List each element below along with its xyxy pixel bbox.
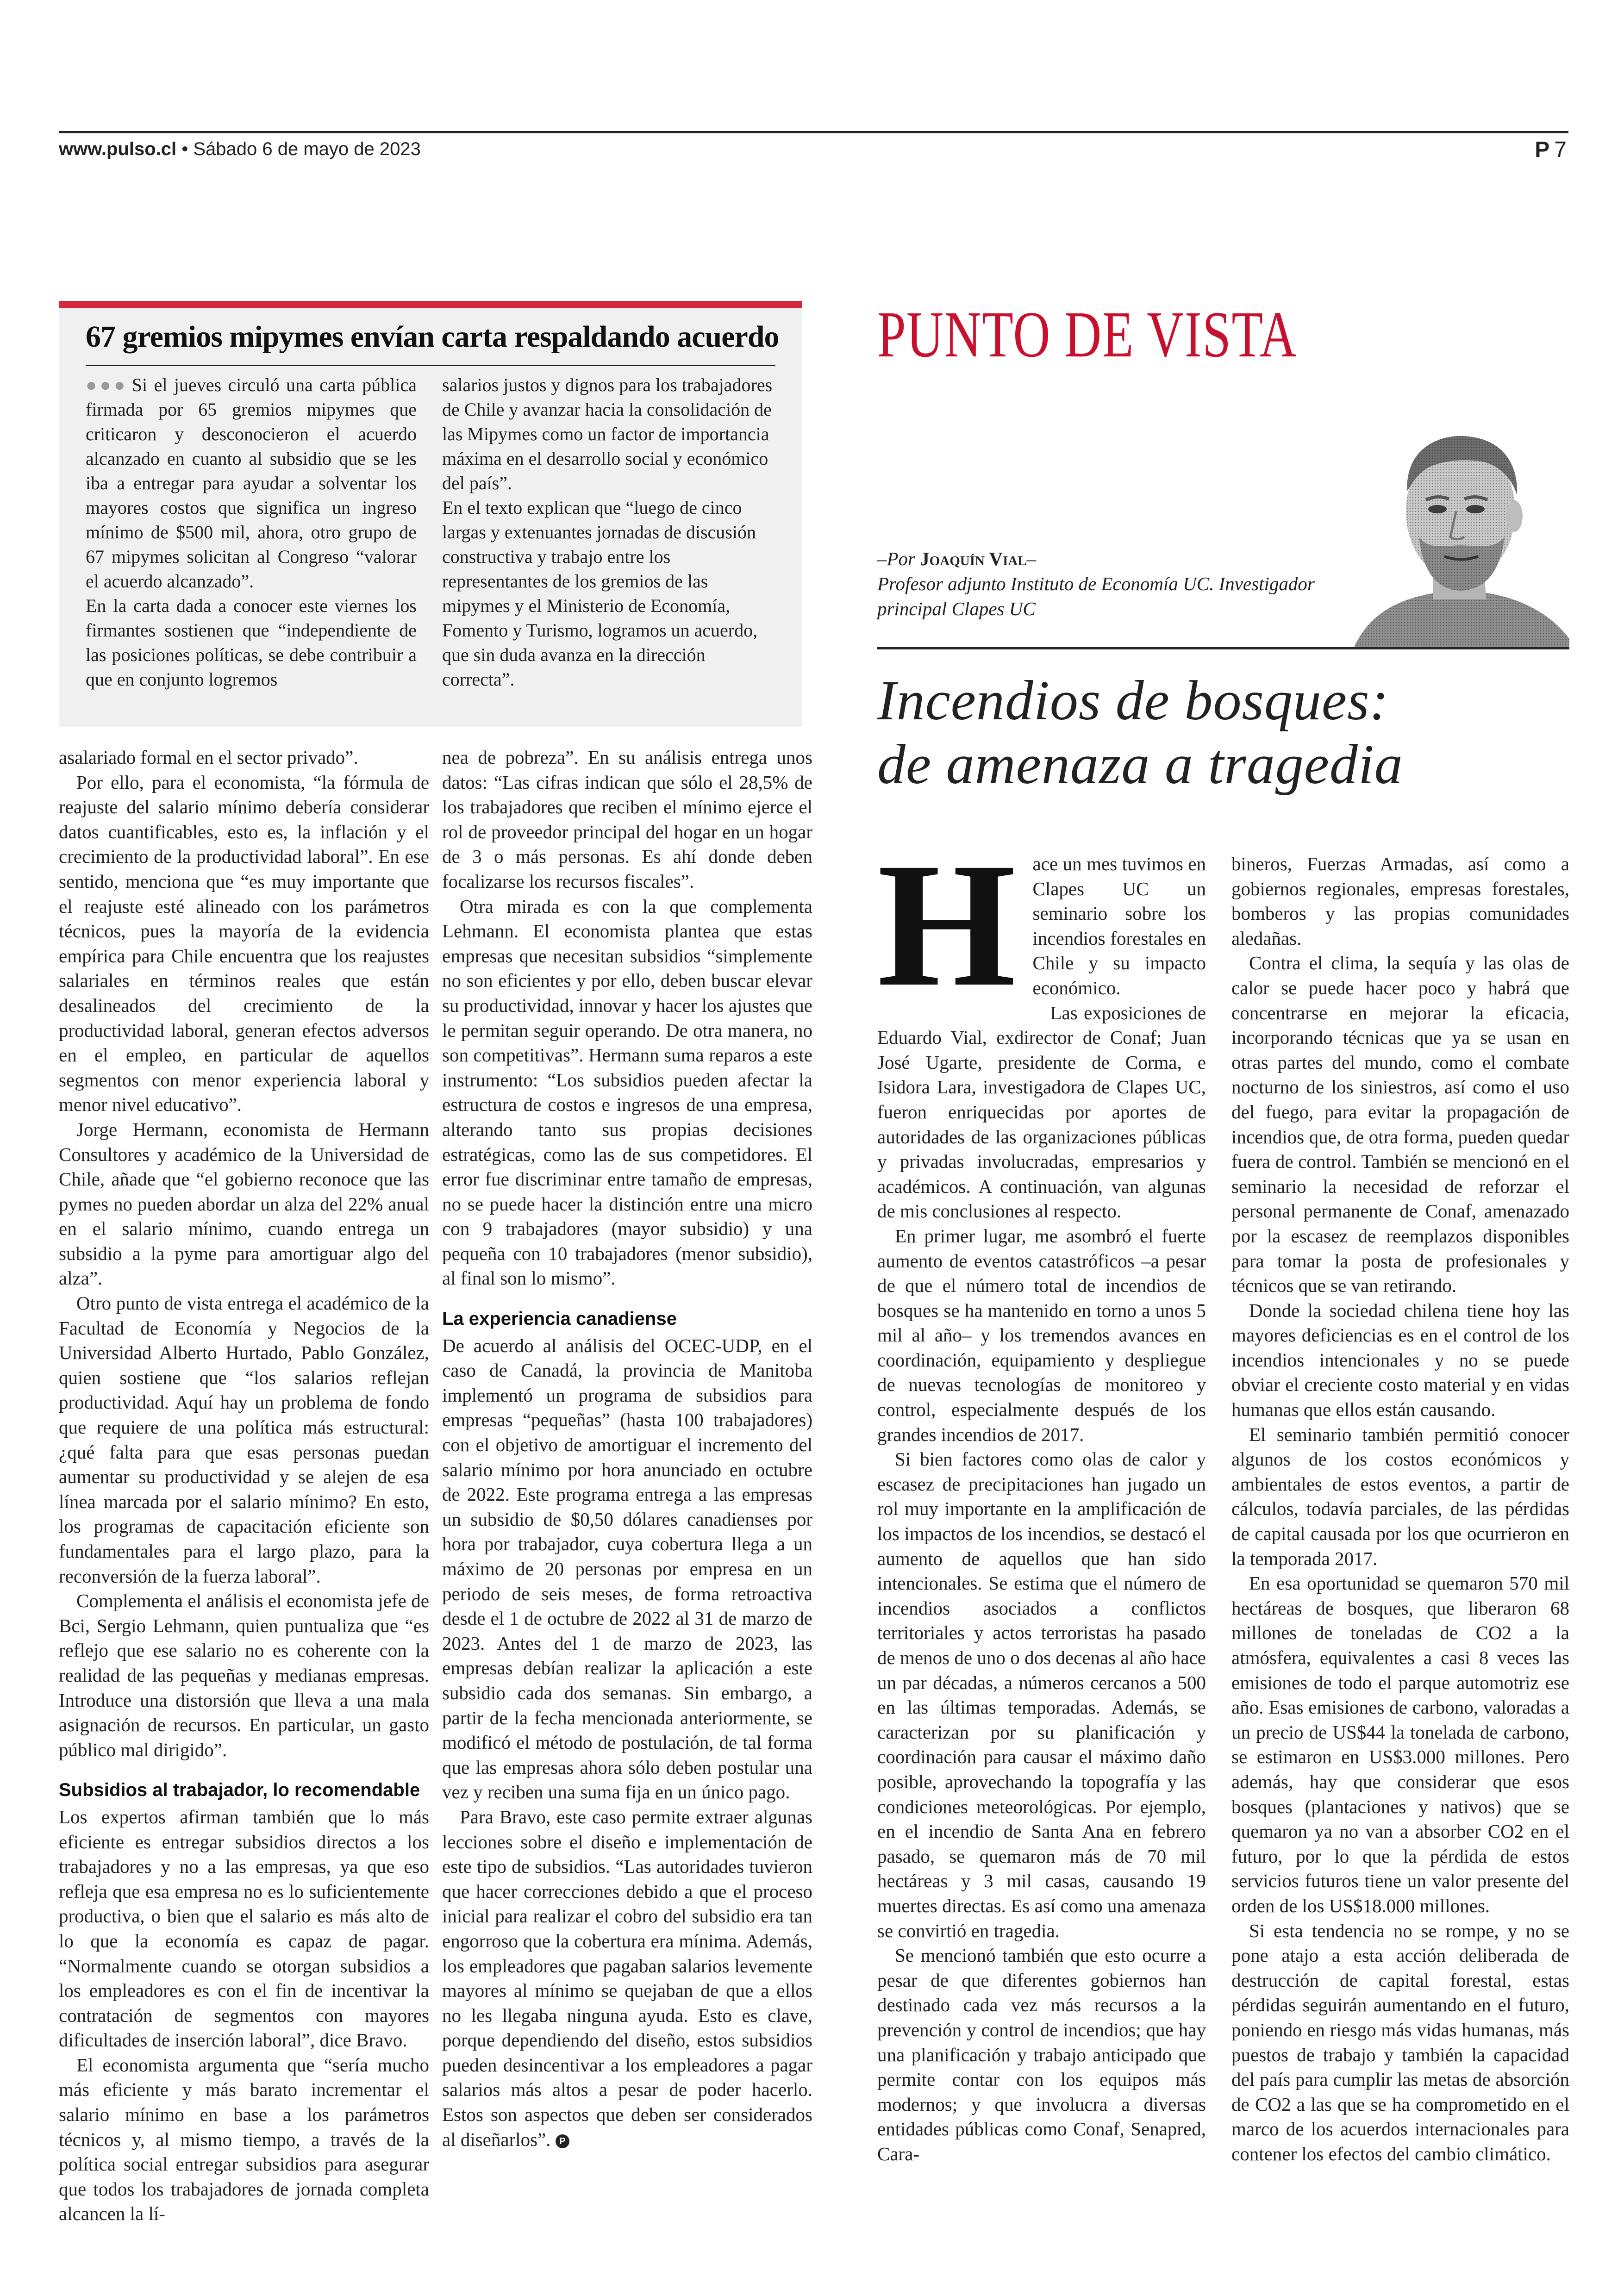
article-paragraph-text: De acuerdo al análisis del OCEC-UDP, en el caso de Canadá, la provincia de Manitoba implementó un programa de subsidios para empresas “pequeñas” (hasta 100 trabajadores) con el objetivo de amortiguar el incremento del salario mínimo por hora anunciado en octubre de 2022. Este programa entrega a las empresas un subsidio de $0,50 dólares canadienses por hora por trabajador, cuya cobertura llega a un máximo de 20 personas por empresa en un periodo de seis meses, de forma retroactiva desde el 1 de octubre de 2022 al 31 de marzo de 2023. Antes del 1 de marzo de 2023, las empresas debían realizar la aplicación a este subsidio cada dos semanas. Sin embargo, a partir de la fecha mencionada anteriormente, se modificó el método de postulación, de tal forma que las empresas ahora sólo deben postular una vez y reciben una suma fija en un único pago. — [442, 1335, 812, 1803]
article-paragraph-text: Para Bravo, este caso permite extraer algunas lecciones sobre el diseño e implementación de este tipo de subsidios. “Las autoridades tuvieron que hacer correcciones debido a que el proceso inicial para realizar el cobro del subsidio era tan engorroso que la cobertura era mínima. Además, los empleadores que pagaban salarios levemente mayores al mínimo se quejaban de que a ellos no les llegaba ninguna ayuda. Esto es clave, porque dependiendo del diseño, estos subsidios pueden desincentivar a los empleadores a pagar salarios más altos a pesar de poder hacerlo. Estos son aspectos que deben ser considerados al diseñarlos”. — [442, 1806, 812, 2150]
article-paragraph — [59, 1117, 429, 1291]
opinion-paragraph-text: Las exposiciones de Eduardo Vial, exdirector de Conaf; Juan José Ugarte, presidente de Corma, e Isidora Lara, investigadora de Clapes UC, fueron enriquecidas por aportes de autoridades de las organizaciones públicas y privadas involucradas, empresarios y académicos. A continuación, van algunas de mis conclusiones al respecto. — [877, 1002, 1206, 1222]
opinion-paragraph-text: Si bien factores como olas de calor y escasez de precipitaciones han jugado un rol muy importante en la amplificación de los impactos de los incendios, se destacó el aumento de aquellos que han sido intencionales. Se estima que el número de incendios asociados a conflictos territoriales y actos terroristas ha pasado de menos de uno o dos decenas al año hace un par décadas, a números cercanos a 500 en las últimas temporadas. Además, se caracterizan por su planificación y coordinación para causar el máximo daño posible, aprovechando la topografía y las condiciones meteorológicas. Por ejemplo, en el incendio de Santa Ana en febrero pasado, se quemaron más de 70 mil hectáreas y 3 mil casas, causando 19 muertes directas. Es así como una amenaza se convirtió en tragedia. — [877, 1448, 1206, 1941]
opinion-paragraph — [1231, 1298, 1569, 1422]
opinion-paragraph-text: Donde la sociedad chilena tiene hoy las mayores deficiencias es en el control de los incendios intencionales y no se puede obviar el creciente costo material y en vidas humanas que ellos están causando. — [1231, 1299, 1569, 1421]
opinion-paragraph — [1231, 1422, 1569, 1572]
section-title: PUNTO DE VISTA — [877, 298, 1298, 371]
author-prefix: –Por — [877, 548, 915, 569]
article-paragraph-text: nea de pobreza”. En su análisis entrega unos datos: “Las cifras indican que sólo el 28,5% de los trabajadores que reciben el mínimo ejerce el rol de proveedor principal del hogar en un hogar de 3 o más personas. Es ahí donde deben focalizarse los recursos fiscales”. — [442, 747, 812, 892]
issue-date: Sábado 6 de mayo de 2023 — [193, 139, 421, 159]
subheading: La experiencia canadiense — [442, 1309, 677, 1329]
opinion-paragraph-text: Se mencionó también que esto ocurre a pesar de que diferentes gobiernos han destinado cada vez más recursos a la prevención y control de incendios; que hay una planificación y trabajo anticipado que permite contar con los equipos más modernos; y que involucra a diversas entidades públicas como Conaf, Senapred, Cara- — [877, 1945, 1206, 2164]
article-paragraph-text: Complementa el análisis el economista jefe de Bci, Sergio Lehmann, quien puntualiza que “es reflejo que ese salario no es coherente con la realidad de las pequeñas y medianas empresas. Introduce una distorsión que lleva a una mala asignación de recursos. En particular, un gasto público mal dirigido”. — [59, 1590, 429, 1760]
article-paragraph — [442, 1805, 812, 2152]
sidebar-paragraph-text: Si el jueves circuló una carta pública firmada por 65 gremios mipymes que criticaron y desconocieron el acuerdo alcanzado en cuanto al subsidio que se les iba a entregar para ayudar a solventar los mayores costos que significa un ingreso mínimo de $500 mil, ahora, otro grupo de 67 mipymes solicitan al Congreso “valorar el acuerdo alcanzado”. — [86, 374, 417, 592]
bullet-dots-icon: ●●● — [86, 374, 128, 395]
sidebar-paragraph — [86, 373, 417, 593]
subheading: Subsidios al trabajador, lo recomendable — [59, 1780, 420, 1801]
page-number-value: 7 — [1554, 137, 1567, 162]
opinion-headline — [877, 669, 1572, 797]
author-name-line — [877, 546, 1340, 571]
opinion-paragraph-text: Contra el clima, la sequía y las olas de calor se puede hacer poco y habrá que concentrarse en mejorar la eficacia, incorporando técnicas que ya se usan en otras partes del mundo, como el combate nocturno de los siniestros, así como el uso del fuego, para evitar la propagación de incendios que, de otra forma, pueden quedar fuera de control. También se mencionó en el seminario la necesidad de reforzar el personal permanente de Conaf, amenazado por la escasez de reemplazos disponibles para tomar la posta de profesionales y técnicos que se van retirando. — [1231, 952, 1569, 1297]
sidebar-title: 67 gremios mipymes envían carta respaldando acuerdo — [86, 320, 779, 354]
end-of-article-icon: P — [556, 2134, 569, 2148]
opinion-paragraph-text: ace un mes tuvimos en Clapes UC un seminario sobre los incendios forestales en Chile y su impacto económico. — [1032, 853, 1206, 998]
article-paragraph-text: Por ello, para el economista, “la fórmula de reajuste del salario mínimo debería considerar datos cuantificables, esto es, la inflación y el crecimiento de la productividad laboral”. En ese sentido, menciona que “es muy importante que el reajuste esté alineado con los parámetros técnicos, pues la mayoría de la evidencia empírica para Chile encuentra que los reajustes salariales en términos reales que están desalineados del crecimiento de la productividad laboral, generan efectos adversos en el empleo, en particular de aquellos segmentos con menor experiencia laboral y menor nivel educativo”. — [59, 771, 429, 1116]
article-paragraph-text: Otra mirada es con la que complementa Lehmann. El economista plantea que estas empresas que necesitan subsidios “simplemente no son eficientes y por ello, deben buscar elevar su productividad, innovar y hacer los ajustes que le permitan seguir operando. De otra manera, no son competitivas”. Hermann suma reparos a este instrumento: “Los subsidios pueden afectar la estructura de costos e ingresos de una empresa, alterando tanto sus propias decisiones estratégicas, como las de sus competidores. El error fue discriminar entre tamaño de empresas, no se puede hacer la distinción entre una micro con 9 trabajadores (mayor subsidio) y una pequeña con 10 trabajadores (menor subsidio), al final son lo mismo”. — [442, 895, 812, 1289]
opinion-paragraph — [877, 1943, 1206, 2166]
article-paragraph — [59, 1805, 429, 2053]
drop-cap: H — [877, 826, 1016, 1023]
sidebar-paragraph — [86, 593, 417, 692]
author-byline — [877, 546, 1340, 621]
author-suffix: – — [1026, 548, 1037, 569]
opinion-paragraph-text: bineros, Fuerzas Armadas, así como a gobiernos regionales, empresas forestales, bomberos y las propias comunidades aledañas. — [1231, 853, 1569, 949]
opinion-paragraph-text: En esa oportunidad se quemaron 570 mil hectáreas de bosques, que liberaron 68 millones de toneladas de CO2 a la atmósfera, equivalentes a casi 8 veces las emisiones de todo el parque automotriz ese año. Esas emisiones de carbono, valoradas a un precio de US$44 la tonelada de carbono, se estimaron en US$3.000 millones. Pero además, hay que considerar que esos bosques (plantaciones y nativos) que se quemaron ya no van a absorber CO2 en el futuro, por lo que la pérdida de estos servicios futuros tiene un valor presente del orden de los US$18.000 millones. — [1231, 1572, 1569, 1916]
article-paragraph — [59, 745, 429, 770]
folio-separator: • — [181, 139, 188, 159]
article-paragraph — [59, 770, 429, 1117]
author-portrait-image — [1345, 421, 1569, 647]
article-paragraph — [59, 1291, 429, 1589]
opinion-paragraph — [1231, 852, 1569, 951]
article-paragraph-text: asalariado formal en el sector privado”. — [59, 747, 358, 768]
opinion-paragraph — [1231, 1919, 1569, 2167]
headline-line-1: Incendios de bosques: — [877, 669, 1389, 732]
page-letter: P — [1535, 137, 1550, 162]
opinion-column-1 — [877, 826, 1206, 2166]
headline-line-2: de amenaza a tragedia — [877, 733, 1403, 796]
page-folio — [59, 139, 421, 160]
author-name: Joaquín Vial — [920, 548, 1027, 569]
opinion-paragraph — [877, 1001, 1206, 1224]
sidebar-title-rule — [86, 365, 775, 366]
sidebar-paragraph-text: En el texto explican que “luego de cinco largas y extenuantes jornadas de discusión constructiva y trabajo entre los representantes de los gremios de las mipymes y el Ministerio de Economía, Fomento y Turismo, logramos un acuerdo, que sin duda avanza en la dirección correcta”. — [442, 497, 758, 690]
opinion-rule — [877, 647, 1569, 649]
article-paragraph-text: Otro punto de vista entrega el académico de la Facultad de Economía y Negocios de la Universidad Alberto Hurtado, Pablo González, quien sostiene que “los salarios reflejan productividad. Aquí hay un problema de fondo que requiere de una política más estructural: ¿qué falta para que esas personas puedan aumentar su productividad y se alejen de esa línea marcada por el salario mínimo? En esto, los programas de capacitación eficiente son fundamentales para el largo plazo, para la reconversión de la fuerza laboral”. — [59, 1292, 429, 1587]
sidebar-paragraph-text: En la carta dada a conocer este viernes los firmantes sostienen que “independiente de las posiciones políticas, se debe contribuir a que en conjunto logremos — [86, 595, 417, 690]
opinion-paragraph — [877, 1224, 1206, 1447]
opinion-paragraph-text: En primer lugar, me asombró el fuerte aumento de eventos catastróficos –a pesar de que el número total de incendios de bosques se ha mantenido en torno a unos 5 mil al año– y los tremendos avances en coordinación, equipamiento y despliegue de nuevas tecnologías de monitoreo y control, especialmente después de los grandes incendios de 2017. — [877, 1225, 1206, 1445]
article-paragraph-text: Jorge Hermann, economista de Hermann Consultores y académico de la Universidad de Chile, añade que “el gobierno reconoce que las pymes no pueden abordar un alza del 22% anual en el salario mínimo, cuando entrega un subsidio a la pyme para amortiguar algo del alza”. — [59, 1118, 429, 1289]
sidebar-paragraph — [442, 373, 773, 495]
article-paragraph — [59, 2053, 429, 2226]
sidebar-column-1 — [86, 373, 417, 692]
article-column-2 — [442, 745, 812, 2152]
opinion-column-2 — [1231, 852, 1569, 2166]
sidebar-column-2 — [442, 373, 773, 692]
article-paragraph — [442, 745, 812, 894]
article-paragraph — [59, 1589, 429, 1762]
opinion-paragraph — [877, 1447, 1206, 1943]
sidebar-paragraph — [442, 495, 773, 692]
site-url[interactable]: www.pulso.cl — [59, 139, 177, 159]
article-paragraph — [442, 1334, 812, 1805]
opinion-paragraph-text: Si esta tendencia no se rompe, y no se pone atajo a esta acción deliberada de destrucción de capital forestal, estas pérdidas seguirán aumentando en el futuro, poniendo en riesgo más vidas humanas, más puestos de trabajo y también la capacidad del país para cumplir las metas de absorción de CO2 a las que se ha comprometido en el marco de los acuerdos internacionales para contener los efectos del cambio climático. — [1231, 1920, 1569, 2164]
article-paragraph — [442, 894, 812, 1291]
article-column-1 — [59, 745, 429, 2226]
opinion-paragraph — [1231, 1571, 1569, 1918]
opinion-paragraph — [1231, 951, 1569, 1298]
header-rule — [59, 131, 1568, 133]
author-photo — [1345, 421, 1569, 647]
article-paragraph-text: El economista argumenta que “sería mucho más eficiente y más barato incrementar el salario mínimo en base a los parámetros técnicos y, al mismo tiempo, a través de la política social entregar subsidios para asegurar que todos los trabajadores de jornada completa alcancen la lí- — [59, 2054, 429, 2225]
page-number — [1535, 137, 1567, 162]
author-role: Profesor adjunto Instituto de Economía UC. Investigador principal Clapes UC — [877, 573, 1315, 619]
article-paragraph-text: Los expertos afirman también que lo más eficiente es entregar subsidios directos a los trabajadores y no a las empresas, ya que eso refleja que esa empresa no es lo suficientemente productiva, o bien que el salario es más alto de lo que la economía es capaz de pagar. “Normalmente cuando se otorgan subsidios a los empleadores es con el fin de incentivar la contratación de segmentos con mayores dificultades de inserción laboral”, dice Bravo. — [59, 1806, 429, 2051]
opinion-paragraph-text: El seminario también permitió conocer algunos de los costos económicos y ambientales de estos eventos, a partir de cálculos, todavía parciales, de las pérdidas de capital causada por los que ocurrieron en la temporada 2017. — [1231, 1423, 1569, 1569]
sidebar-paragraph-text: salarios justos y dignos para los trabajadores de Chile y avanzar hacia la consolidación de las Mipymes como un factor de importancia máxima en el desarrollo social y económico del país”. — [442, 374, 773, 493]
